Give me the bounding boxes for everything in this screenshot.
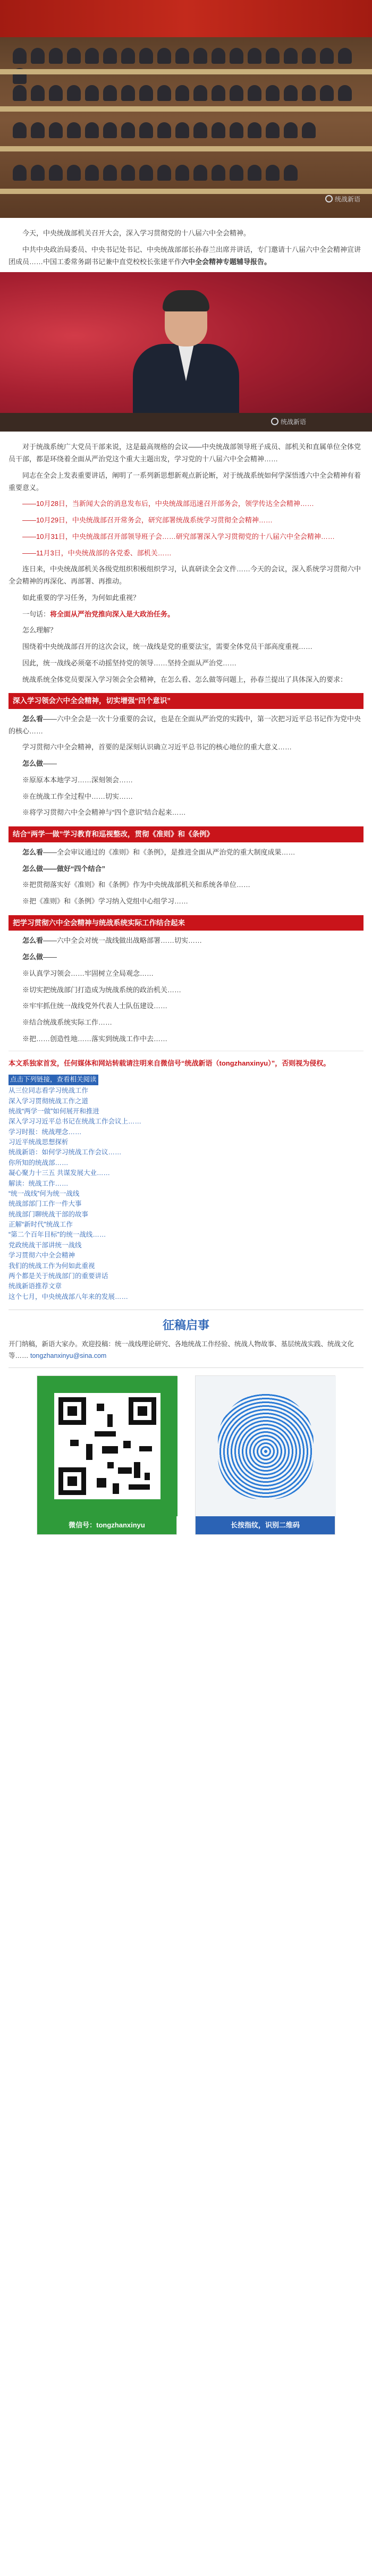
wechat-id-caption: 微信号：tongzhanxinyu	[37, 1516, 176, 1534]
scan-instruction-caption: 长按指纹，识别二维码	[196, 1516, 335, 1534]
paragraph: 连日来，中央统战部机关各级党组织积极组织学习，认真研读全会文件……今天的会议，深入系统学习贯彻六中全会精神的再深化、再部署、再推动。	[9, 565, 361, 585]
related-article-link[interactable]: 深入学习贯彻统战工作之道	[9, 1097, 89, 1105]
bullet-paragraph: ※将学习贯彻六中全会精神与“四个意识”结合起来……	[22, 808, 186, 817]
article-body	[0, 432, 372, 1550]
related-article-link[interactable]: 凝心聚力十三五 共谋发展大业……	[9, 1169, 110, 1177]
bullet-paragraph: ※认真学习领会……牢固树立全局观念……	[22, 969, 154, 977]
fingerprint-scan-button[interactable]	[196, 1376, 336, 1516]
speaker-photo	[0, 272, 372, 432]
meeting-photo	[0, 0, 372, 218]
fingerprint-icon	[218, 1393, 314, 1499]
speaker-figure	[133, 293, 239, 432]
desk-row	[0, 69, 372, 74]
related-article-link[interactable]: 统战部门聊统战干部的故事	[9, 1210, 89, 1218]
paragraph-text: ——六中全会对统一战线做出战略部署……切实……	[43, 936, 202, 945]
qr-pattern	[54, 1393, 160, 1499]
paragraph: ——11月3日，中央统战部的各党委、部机关……	[22, 548, 172, 557]
section-heading: 结合“两学一做”学习教育和巡视整改，贯彻《准则》和《条例》	[9, 826, 363, 842]
section-label: 怎么看	[22, 848, 44, 856]
paragraph	[9, 935, 363, 947]
paragraph	[9, 713, 363, 738]
paragraph: 同志在全会上发表重要讲话，阐明了一系列新思想新观点新论断，对于统战系统如何学深悟透六中全会精神有着重要意义。	[9, 471, 361, 492]
bullet-paragraph: ※把……创造性地……落实到统战工作中去……	[22, 1034, 168, 1043]
related-article-link[interactable]: 学习时报：统战理念……	[9, 1128, 82, 1136]
paragraph-text: ——全会审议通过的《准则》和《条例》，是推进全面从严治党的重大制度成果……	[43, 848, 295, 856]
wechat-qr-card	[37, 1375, 177, 1535]
related-article-link[interactable]: 统战部部门工作一件大事	[9, 1200, 82, 1208]
photo-watermark	[325, 194, 360, 205]
bullet-paragraph: ※牢牢抓住统一战线党外代表人士队伍建设……	[22, 1002, 168, 1010]
submission-text	[9, 1338, 363, 1362]
paragraph: ——10月31日，中央统战部召开部领导班子会……研究部署深入学习贯彻党的十八届六中全会精神……	[22, 532, 335, 540]
audience-row	[11, 122, 361, 143]
related-article-link[interactable]: 两个都是关于统战部门的重要讲话	[9, 1272, 108, 1280]
paragraph-text: ——六中全会是一次十分重要的会议，也是在全面从严治党的实践中，第一次把习近平总书记作为党中央的核心……	[9, 714, 361, 735]
podium-desk	[0, 413, 372, 432]
paragraph-emphasis: 六中全会精神专题辅导报告。	[181, 257, 272, 266]
paragraph	[9, 244, 363, 268]
paragraph: 学习贯彻六中全会精神，首要的是深刻认识确立习近平总书记的核心地位的重大意义……	[22, 743, 292, 751]
stage-banner	[0, 0, 372, 37]
related-article-link[interactable]: 统战新语推荐文章	[9, 1282, 62, 1290]
paragraph: 因此，统一战线必须毫不动摇坚持党的领导……坚持全面从严治党……	[22, 658, 237, 667]
paragraph: 围绕着中央统战部召开的这次会议，统一战线是党的重要法宝，需要全体党员干部高度重视……	[22, 643, 313, 651]
related-article-link[interactable]: 深入学习习近平总书记在统战工作会议上……	[9, 1118, 142, 1126]
section-label: 怎么做	[22, 953, 44, 961]
section-label: 怎么看	[22, 936, 44, 945]
related-article-link[interactable]: “统一战线”何为统一战线	[9, 1189, 80, 1197]
watermark-icon	[325, 195, 333, 202]
desk-row	[0, 146, 372, 151]
paragraph-text: 中共中央政治局委员、中央书记处书记、中央统战部部长孙春兰出席并讲话，专门邀请十八届六中全会精神宣讲团成员……中国工委常务副书记兼中直党校校长张建平作	[9, 245, 361, 266]
related-article-link[interactable]: 从三位同志看学习统战工作	[9, 1087, 89, 1095]
submission-title: 征稿启事	[162, 1319, 209, 1332]
paragraph: 统战系统全体党员要深入学习领会全会精神，在怎么看、怎么做等问题上，孙春兰提出了具体深入的要求：	[22, 675, 348, 683]
qr-code-section	[9, 1375, 363, 1535]
related-article-link[interactable]: 习近平统战思想探析	[9, 1138, 69, 1146]
section-label: 怎么做	[22, 864, 44, 873]
question: 怎么理解？	[22, 626, 57, 635]
desk-row	[0, 106, 372, 112]
section-label: 怎么看	[22, 714, 44, 723]
paragraph: ——10月28日，当新闻大会的消息发布后，中央统战部迅速召开部务会，领学传达全会精神……	[22, 500, 314, 508]
related-article-link[interactable]: 解读：统战工作……	[9, 1179, 69, 1187]
paragraph-emphasis: ——做好“四个结合”	[43, 864, 106, 873]
paragraph	[9, 847, 363, 859]
article-body	[0, 218, 372, 268]
audience-row	[11, 165, 361, 186]
related-article-link[interactable]: 这个七月，中央统战部八年来的发展……	[9, 1293, 129, 1300]
related-article-link[interactable]: 党政统战干部讲统一战线	[9, 1241, 82, 1249]
photo-watermark	[271, 417, 306, 428]
fingerprint-card	[195, 1375, 335, 1535]
related-article-link[interactable]: 统战新语：如何学习统战工作会议……	[9, 1148, 122, 1156]
section-heading: 把学习贯彻六中全会精神与统战系统实际工作结合起来	[9, 915, 363, 931]
watermark-text: 统战新语	[281, 418, 307, 426]
paragraph-text: ——	[43, 759, 57, 768]
paragraph: 今天，中央统战部机关召开大会，深入学习贯彻党的十八届六中全会精神。	[22, 229, 251, 237]
bullet-paragraph: ※切实把统战部门打造成为统战系统的政治机关……	[22, 985, 182, 994]
related-article-link[interactable]: 正解“新时代”统战工作	[9, 1221, 73, 1228]
bullet-paragraph: ※把贯彻落实好《准则》和《条例》作为中央统战部机关和系统各单位……	[22, 881, 251, 889]
watermark-text: 统战新语	[334, 196, 360, 203]
paragraph	[9, 758, 363, 770]
audience-row	[11, 48, 361, 69]
answer-lead: 一句话：	[22, 610, 50, 618]
related-links	[9, 1074, 363, 1302]
paragraph: ——10月29日，中央统战部召开常务会，研究部署统战系统学习贯彻全会精神……	[22, 516, 273, 524]
bullet-paragraph: ※原原本本地学习……深刻领会……	[22, 775, 133, 784]
related-article-link[interactable]: “第二个百年目标”的统一战线……	[9, 1231, 106, 1239]
wechat-qr-code[interactable]	[37, 1376, 177, 1516]
related-links-header-link[interactable]: 点击下列链接，查看相关阅读	[9, 1075, 98, 1085]
paragraph: 对于统战系统广大党员干部来说，这是最高规格的会议——中央统战部领导班子成员、部机关和直属单位全体党员干部，都是环绕着全面从严治党这个重大主题出发，学习党的十八届六中全会精神……	[9, 443, 361, 463]
bullet-paragraph: ※把《准则》和《条例》学习纳入党组中心组学习……	[22, 897, 189, 905]
paragraph	[9, 863, 363, 875]
section-label: 怎么做	[22, 759, 44, 768]
copyright-notice: 本文系独家首发，任何媒体和网站转载请注明来自微信号“统战新语（tongzhanxinyu）”，否则视为侵权。	[9, 1059, 331, 1067]
answer-emphasis: 将全面从严治党推向深入是大政治任务。	[50, 610, 175, 618]
submission-body: 开门纳稿，新语大家办。欢迎投稿：统一战线理论研究、各地统战工作经验、统战人物故事、基层统战实践、统战文化等……	[9, 1340, 354, 1359]
section-heading: 深入学习领会六中全会精神，切实增强“四个意识”	[9, 693, 363, 709]
submission-call	[9, 1310, 363, 1368]
bullet-paragraph: ※在统战工作全过程中……切实……	[22, 792, 133, 800]
question: 如此重要的学习任务，为何如此重视？	[22, 593, 140, 602]
paragraph-text: ——	[43, 953, 57, 961]
watermark-icon	[271, 418, 278, 425]
paragraph	[9, 951, 363, 964]
desk-row	[0, 189, 372, 194]
related-article-link[interactable]: 统战“两学一做”如何展开和推进	[9, 1107, 99, 1115]
audience-row	[11, 85, 361, 106]
related-article-link[interactable]: 学习贯彻六中全会精神	[9, 1252, 75, 1260]
related-article-link[interactable]: 你所知的统战部……	[9, 1159, 69, 1167]
answer	[9, 609, 363, 621]
submission-email-link[interactable]: tongzhanxinyu@sina.com	[30, 1352, 107, 1359]
related-article-link[interactable]: 我们的统战工作为何如此重视	[9, 1262, 95, 1270]
bullet-paragraph: ※结合统战系统实际工作……	[22, 1018, 113, 1027]
